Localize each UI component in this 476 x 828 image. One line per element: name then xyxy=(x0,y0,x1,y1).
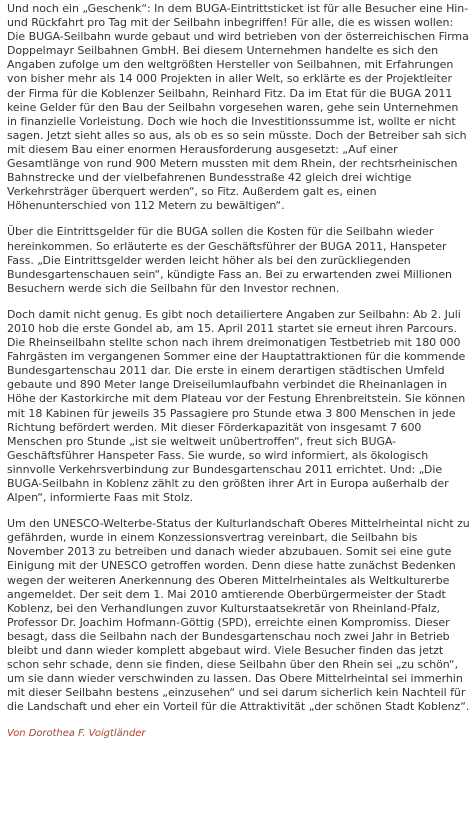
article-paragraph-3: Doch damit nicht genug. Es gibt noch detailiertere Angaben zur Seilbahn: Ab 2. Juli 2010 hob die erste Gondel ab, am 15. April 2011 startet sie erneut ihren Parcours. Die Rheinseilbahn stellte schon nach ihrem dreimonatigen Testbetrieb mit 180 000 Fahrgästen im vergangenen Sommer eine der Hauptattraktionen für die kommende Bundesgartenschau 2011 dar. Die erste in einem derartigen städtischen Umfeld gebaute und 890 Meter lange Dreiseilumlaufbahn verbindet die Rheinanlagen in Höhe der Kastorkirche mit dem Plateau vor der Festung Ehrenbreitstein. Sie können mit 18 Kabinen für jeweils 35 Passagiere pro Stunde etwa 3 800 Menschen in jede Richtung befördert werden. Mit dieser Förderkapazität von insgesamt 7 600 Menschen pro Stunde „ist sie weltweit unübertroffen“, freut sich BUGA-Geschäftsführer Hanspeter Fass. Sie wurde, so wird informiert, als ökologisch sinnvolle Verkehrsverbindung zur Bundesgartenschau 2011 errichtet. Und: „Die BUGA-Seilbahn in Koblenz zählt zu den größten ihrer Art in Europa außerhalb der Alpen“, informierte Faas mit Stolz. xyxy=(7,307,466,505)
article-paragraph-2: Über die Eintrittsgelder für die BUGA sollen die Kosten für die Seilbahn wieder hereinkommen. So erläuterte es der Geschäftsführer der BUGA 2011, Hanspeter Fass. „Die Eintrittsgelder werden leicht höher als bei den zurückliegenden Bundesgartenschauen sein“, kündigte Fass an. Bei zu erwartenden zwei Millionen Besuchern werde sich die Seilbahn für den Investor rechnen. xyxy=(7,225,452,295)
article-paragraph-1: Und noch ein „Geschenk“: In dem BUGA-Eintrittsticket ist für alle Besucher eine Hin- und Rückfahrt pro Tag mit der Seilbahn inbegriffen! Für alle, die es wissen wollen: Die BUGA-Seilbahn wurde gebaut und wird betrieben von der österreichischen Firma Doppelmayr Seilbahnen GmbH. Bei diesem Unternehmen handelte es sich den Angaben zufolge um den weltgrößten Hersteller von Seilbahnen, mit Erfahrungen von bisher mehr als 14 000 Projekten in aller Welt, so erklärte es der Projektleiter der Firma für die Koblenzer Seilbahn, Reinhard Fitz. Da im Etat für die BUGA 2011 keine Gelder für den Bau der Seilbahn vorgesehen waren, gehe sein Unternehmen in finanzielle Vorleistung. Doch wie hoch die Investitionssumme ist, wollte er nicht sagen. Jetzt sieht alles so aus, als ob es so sein müsste. Doch der Betreiber sah sich mit diesem Bau einer enormen Herausforderung ausgesetzt: „Auf einer Gesamtlänge von rund 900 Metern mussten mit dem Rhein, der rechtsrheinischen Bahnstrecke und der vielbefahrenen Bundesstraße 42 gleich drei wichtige Verkehrsträger überquert werden“, so Fitz. Außerdem galt es, einen Höhenunterschied von 112 Metern zu bewältigen“. xyxy=(7,2,469,213)
author-byline: Von Dorothea F. Voigtländer xyxy=(7,727,146,739)
article-paragraph-4: Um den UNESCO-Welterbe-Status der Kulturlandschaft Oberes Mittelrheintal nicht zu gefährden, wurde in einem Konzessionsvertrag vereinbart, die Seilbahn bis November 2013 zu betreiben und danach wieder abzubauen. Somit sei eine gute Einigung mit der UNESCO getroffen worden. Denn diese hatte zunächst Bedenken wegen der weiteren Anerkennung des Oberen Mittelrheintales als Weltkulturerbe angemeldet. Der seit dem 1. Mai 2010 amtierende Oberbürgermeister der Stadt Koblenz, bei den Verhandlungen zuvor Kulturstaatsekretär von Rheinland-Pfalz, Professor Dr. Joachim Hofmann-Göttig (SPD), erreichte einen Kompromiss. Dieser besagt, dass die Seilbahn nach der Bundesgartenschau noch zwei Jahr in Betrieb bleibt und dann wieder komplett abgebaut wird. Viele Besucher finden das jetzt schon sehr schade, denn sie finden, diese Seilbahn über den Rhein sei „zu schön“, um sie dann wieder verschwinden zu lassen. Das Obere Mittelrheintal sei immerhin mit dieser Seilbahn bestens „einzusehen“ und sei darum sicherlich kein Nachteil für die Landschaft und eher ein Vorteil für die Attraktivität „der schönen Stadt Koblenz“. xyxy=(7,517,470,714)
